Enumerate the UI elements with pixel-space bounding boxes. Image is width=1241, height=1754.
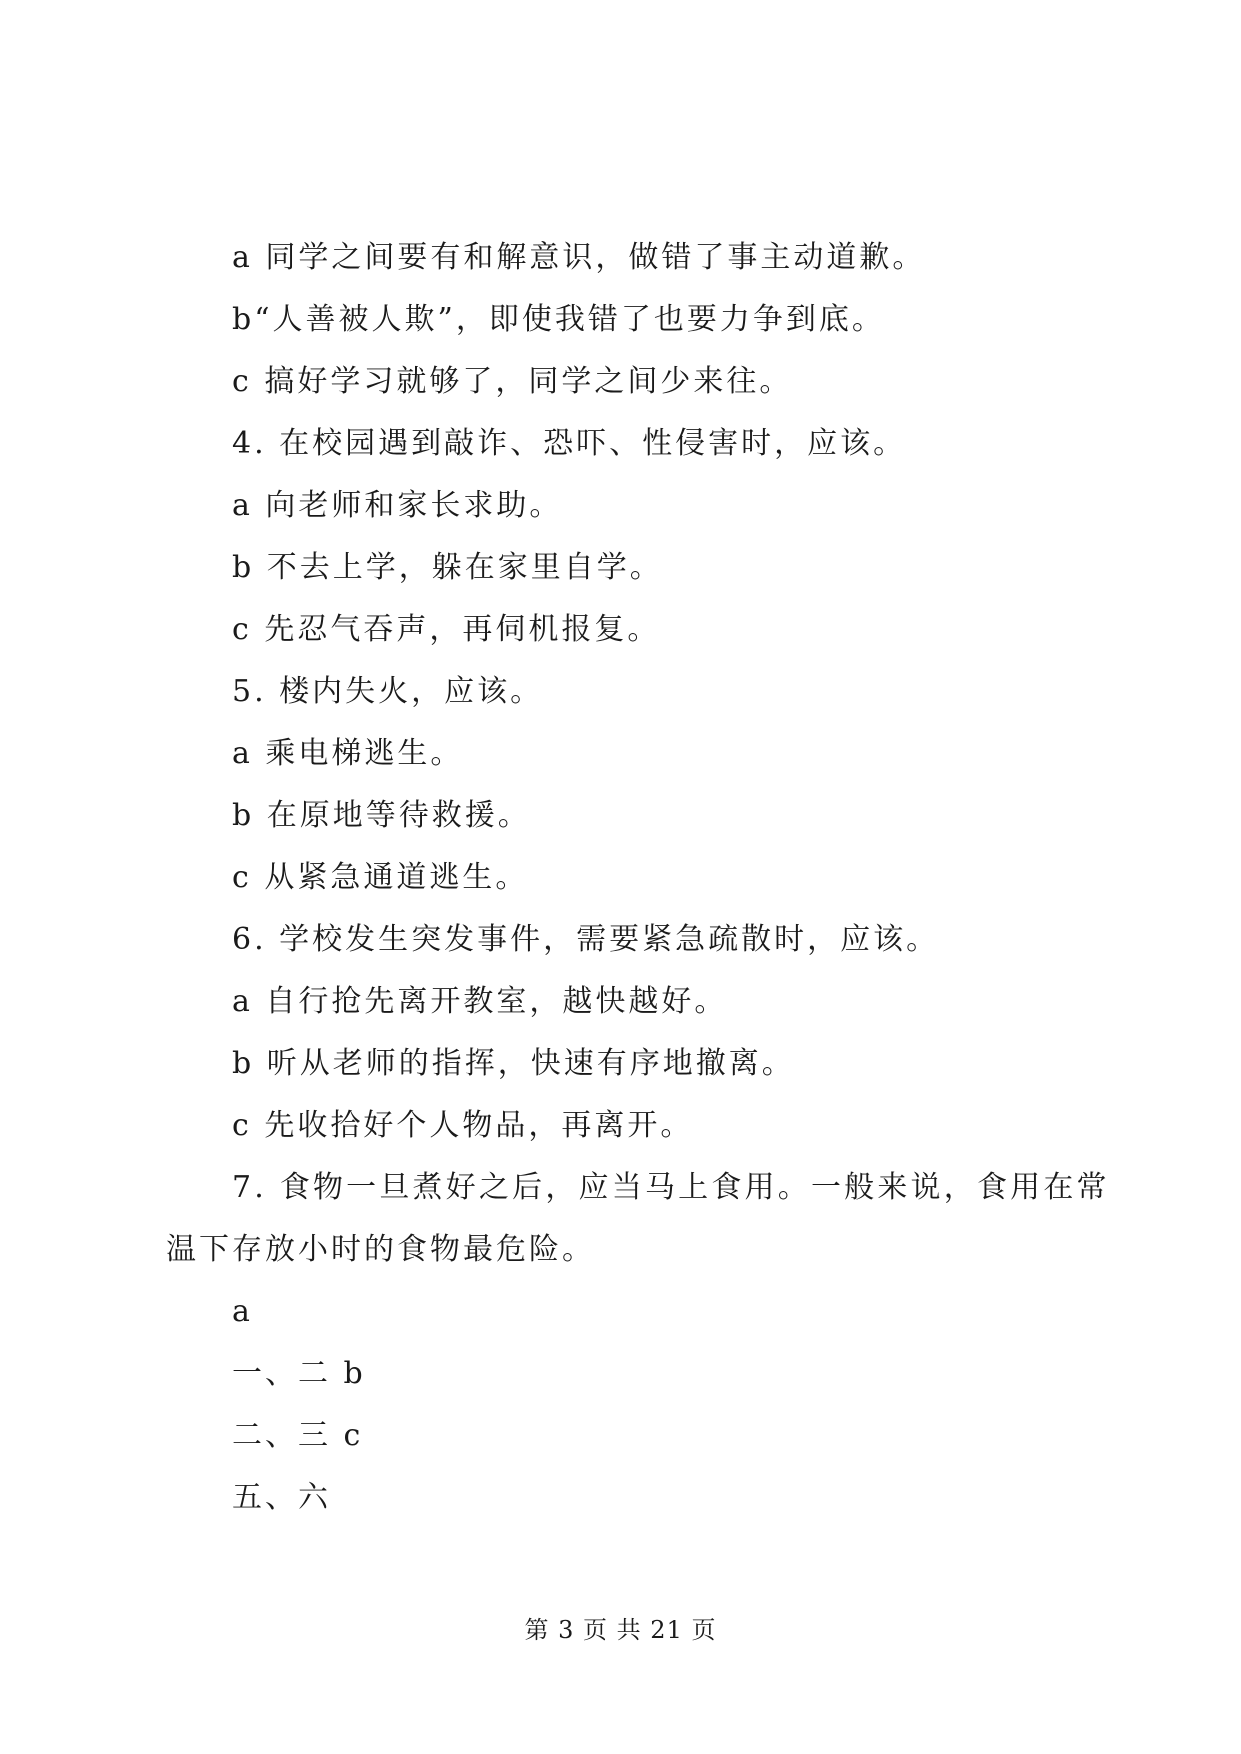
option-line: a 乘电梯逃生。 xyxy=(232,736,464,771)
option-line: b 听从老师的指挥，快速有序地撤离。 xyxy=(232,1046,795,1081)
option-line: a 向老师和家长求助。 xyxy=(232,488,563,523)
option-line: c 从紧急通道逃生。 xyxy=(232,860,529,895)
question-line: 7. 食物一旦煮好之后，应当马上食用。一般来说，食用在常 xyxy=(232,1170,1110,1205)
question-line: 6. 学校发生突发事件，需要紧急疏散时，应该。 xyxy=(232,922,940,957)
option-line: a xyxy=(232,1294,253,1329)
question-line: 4. 在校园遇到敲诈、恐吓、性侵害时，应该。 xyxy=(232,426,907,461)
question-line-continued: 温下存放小时的食物最危险。 xyxy=(166,1232,595,1267)
option-line: c 先忍气吞声，再伺机报复。 xyxy=(232,612,661,647)
option-line: c 先收拾好个人物品，再离开。 xyxy=(232,1108,694,1143)
option-line: a 同学之间要有和解意识，做错了事主动道歉。 xyxy=(232,240,926,275)
option-line: b 不去上学，躲在家里自学。 xyxy=(232,550,663,585)
option-line: b“人善被人欺”，即使我错了也要力争到底。 xyxy=(232,302,885,337)
page-number-footer: 第 3 页 共 21 页 xyxy=(524,1616,717,1644)
option-line: b 在原地等待救援。 xyxy=(232,798,531,833)
option-line: a 自行抢先离开教室，越快越好。 xyxy=(232,984,728,1019)
option-line: 二、三 c xyxy=(232,1418,364,1453)
question-line: 5. 楼内失火，应该。 xyxy=(232,674,544,709)
option-line: 一、二 b xyxy=(232,1356,366,1391)
option-line: 五、六 xyxy=(232,1480,331,1515)
option-line: c 搞好学习就够了，同学之间少来往。 xyxy=(232,364,793,399)
